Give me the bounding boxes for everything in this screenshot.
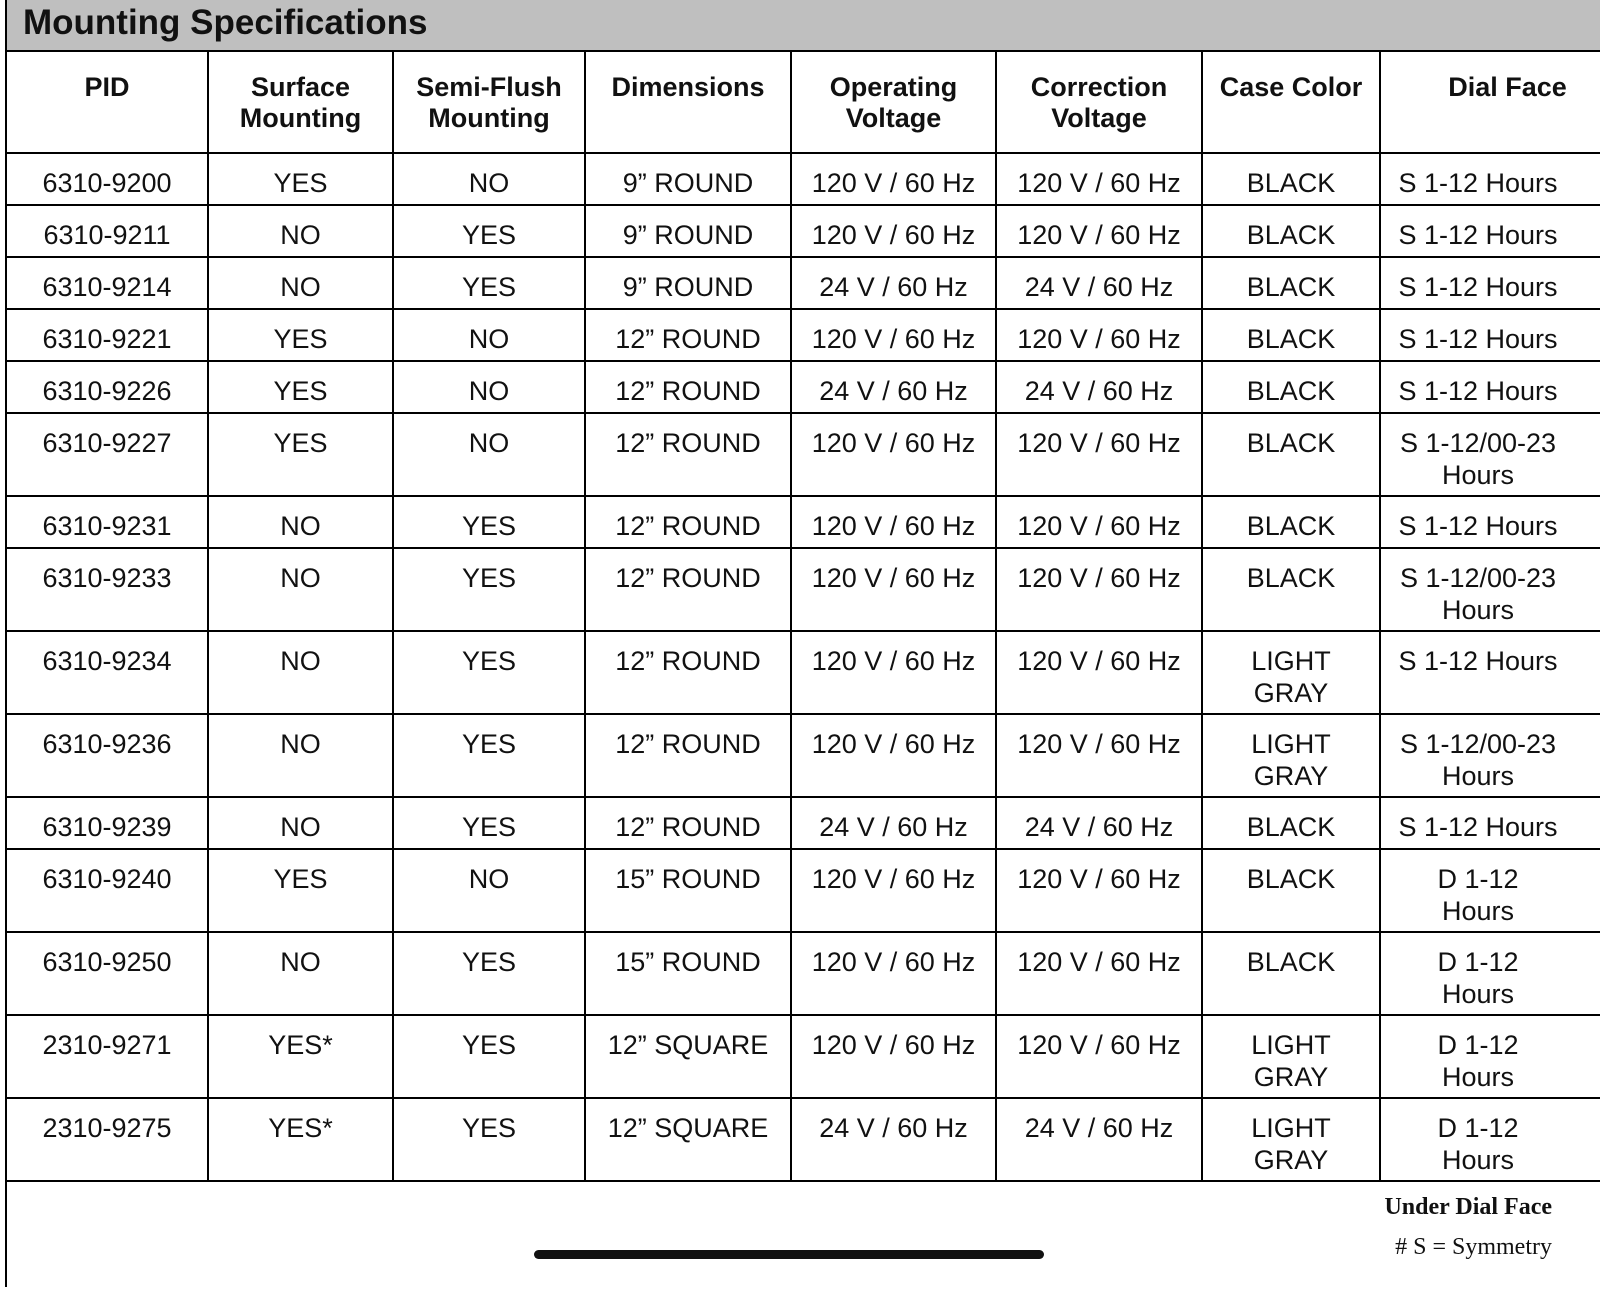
cell-line: S 1-12/00-23 [1399, 563, 1557, 593]
semi-flush-mounting-cell: YES [393, 714, 585, 797]
cell-line: BLACK [1246, 168, 1336, 198]
semi-flush-mounting-cell: YES [393, 1098, 585, 1181]
dial-face-cell [1380, 932, 1600, 1015]
dial-face-text [1395, 863, 1561, 927]
case-color-cell [1202, 631, 1380, 714]
cell-line: BLACK [1246, 812, 1336, 842]
case-color-cell [1202, 1098, 1380, 1181]
cell-line: Hours [1441, 761, 1515, 791]
semi-flush-mounting-cell: NO [393, 849, 585, 932]
pid-cell: 6310-9221 [7, 309, 208, 361]
cell-line: Hours [1441, 595, 1515, 625]
dimensions-cell: 12” ROUND [585, 309, 791, 361]
pid-cell: 6310-9240 [7, 849, 208, 932]
dial-face-text [1395, 219, 1561, 251]
semi-flush-mounting-cell: NO [393, 153, 585, 205]
operating-voltage-cell: 120 V / 60 Hz [791, 714, 996, 797]
table-row [7, 413, 1600, 496]
semi-flush-mounting-cell: YES [393, 205, 585, 257]
table-row [7, 1015, 1600, 1098]
dial-face-cell [1380, 1098, 1600, 1181]
cell-line: S 1-12/00-23 [1399, 428, 1557, 458]
correction-voltage-cell: 120 V / 60 Hz [996, 309, 1202, 361]
surface-mounting-cell: YES* [208, 1015, 393, 1098]
cell-line: S 1-12 Hours [1398, 272, 1558, 302]
dial-face-text [1395, 811, 1561, 843]
semi-flush-mounting-cell: YES [393, 1015, 585, 1098]
correction-voltage-cell: 120 V / 60 Hz [996, 932, 1202, 1015]
cell-line: Hours [1441, 1145, 1515, 1175]
operating-voltage-cell: 120 V / 60 Hz [791, 548, 996, 631]
table-footer [7, 1182, 1600, 1297]
cell-line: D 1-12 [1437, 947, 1519, 977]
cell-line: LIGHT [1251, 1113, 1331, 1143]
surface-mounting-cell: YES [208, 361, 393, 413]
cell-line: S 1-12 Hours [1398, 511, 1558, 541]
dial-face-cell [1380, 257, 1600, 309]
surface-mounting-cell: NO [208, 714, 393, 797]
dial-face-text [1395, 375, 1561, 407]
dial-face-cell [1380, 361, 1600, 413]
table-row [7, 205, 1600, 257]
case-color-cell [1202, 309, 1380, 361]
correction-voltage-cell: 120 V / 60 Hz [996, 548, 1202, 631]
column-header-line: Correction [1030, 72, 1168, 102]
dial-face-text [1395, 167, 1561, 199]
operating-voltage-cell: 120 V / 60 Hz [791, 631, 996, 714]
cell-line: BLACK [1246, 272, 1336, 302]
cell-line: LIGHT [1251, 729, 1331, 759]
cell-line: BLACK [1246, 563, 1336, 593]
case-color-cell [1202, 257, 1380, 309]
pid-cell: 2310-9271 [7, 1015, 208, 1098]
semi-flush-mounting-cell: YES [393, 932, 585, 1015]
correction-voltage-cell: 24 V / 60 Hz [996, 361, 1202, 413]
case-color-cell [1202, 205, 1380, 257]
cell-line: LIGHT [1251, 1030, 1331, 1060]
cell-line: S 1-12 Hours [1398, 168, 1558, 198]
dial-face-cell [1380, 631, 1600, 714]
operating-voltage-cell: 120 V / 60 Hz [791, 849, 996, 932]
cell-line: S 1-12 Hours [1398, 376, 1558, 406]
case-color-cell [1202, 1015, 1380, 1098]
column-header-line: Case Color [1219, 72, 1363, 102]
column-header-surface-mounting [208, 52, 393, 153]
table-row [7, 309, 1600, 361]
correction-voltage-cell: 24 V / 60 Hz [996, 257, 1202, 309]
dimensions-cell: 12” ROUND [585, 413, 791, 496]
semi-flush-mounting-cell: YES [393, 548, 585, 631]
correction-voltage-cell: 120 V / 60 Hz [996, 631, 1202, 714]
pid-cell: 6310-9231 [7, 496, 208, 548]
dial-face-text [1395, 271, 1561, 303]
pid-cell: 6310-9227 [7, 413, 208, 496]
dial-face-text [1395, 946, 1561, 1010]
case-color-cell [1202, 714, 1380, 797]
operating-voltage-cell: 24 V / 60 Hz [791, 797, 996, 849]
table-row [7, 1098, 1600, 1181]
pid-cell: 6310-9214 [7, 257, 208, 309]
correction-voltage-cell: 120 V / 60 Hz [996, 205, 1202, 257]
operating-voltage-cell: 120 V / 60 Hz [791, 1015, 996, 1098]
column-header-line: Operating [829, 72, 958, 102]
case-color-cell [1202, 932, 1380, 1015]
dimensions-cell: 12” ROUND [585, 496, 791, 548]
case-color-cell [1202, 849, 1380, 932]
correction-voltage-cell: 24 V / 60 Hz [996, 797, 1202, 849]
dial-face-cell [1380, 797, 1600, 849]
pid-cell: 6310-9250 [7, 932, 208, 1015]
table-row [7, 932, 1600, 1015]
semi-flush-mounting-cell: NO [393, 361, 585, 413]
table-header [7, 52, 1600, 153]
correction-voltage-cell: 120 V / 60 Hz [996, 496, 1202, 548]
correction-voltage-cell: 120 V / 60 Hz [996, 849, 1202, 932]
table-row [7, 548, 1600, 631]
dial-face-cell [1380, 309, 1600, 361]
cell-line: Hours [1441, 460, 1515, 490]
cell-line: BLACK [1246, 376, 1336, 406]
column-header-semi-flush-mounting [393, 52, 585, 153]
correction-voltage-cell: 24 V / 60 Hz [996, 1098, 1202, 1181]
case-color-cell [1202, 797, 1380, 849]
case-color-cell [1202, 361, 1380, 413]
cell-line: GRAY [1253, 1062, 1329, 1092]
operating-voltage-cell: 24 V / 60 Hz [791, 257, 996, 309]
correction-voltage-cell: 120 V / 60 Hz [996, 153, 1202, 205]
table-row [7, 714, 1600, 797]
dimensions-cell: 12” ROUND [585, 631, 791, 714]
operating-voltage-cell: 24 V / 60 Hz [791, 1098, 996, 1181]
column-header-line: Mounting [239, 103, 362, 133]
surface-mounting-cell: YES [208, 309, 393, 361]
cell-line: D 1-12 [1437, 1030, 1519, 1060]
dial-face-cell [1380, 548, 1600, 631]
cell-line: S 1-12 Hours [1398, 220, 1558, 250]
case-color-cell [1202, 548, 1380, 631]
column-header-line: Surface [250, 72, 351, 102]
dial-face-cell [1380, 153, 1600, 205]
cell-line: Hours [1441, 979, 1515, 1009]
dimensions-cell: 12” SQUARE [585, 1015, 791, 1098]
column-header-line: Voltage [1051, 103, 1147, 133]
column-header-case-color [1202, 52, 1380, 153]
table-row [7, 257, 1600, 309]
cell-line: BLACK [1246, 428, 1336, 458]
cell-line: GRAY [1253, 761, 1329, 791]
column-header-pid [7, 52, 208, 153]
table-row [7, 496, 1600, 548]
operating-voltage-cell: 120 V / 60 Hz [791, 932, 996, 1015]
dimensions-cell: 9” ROUND [585, 257, 791, 309]
dial-face-cell [1380, 1015, 1600, 1098]
surface-mounting-cell: YES [208, 849, 393, 932]
column-header-line: Mounting [428, 103, 550, 133]
surface-mounting-cell: NO [208, 496, 393, 548]
pid-cell: 6310-9200 [7, 153, 208, 205]
dial-face-text [1395, 323, 1561, 355]
dimensions-cell: 12” SQUARE [585, 1098, 791, 1181]
pid-cell: 6310-9236 [7, 714, 208, 797]
column-header-correction-voltage [996, 52, 1202, 153]
home-indicator-bar[interactable] [534, 1250, 1044, 1259]
column-header-dial-face [1380, 52, 1600, 153]
cell-line: D 1-12 [1437, 1113, 1519, 1143]
cell-line: D 1-12 [1437, 864, 1519, 894]
correction-voltage-cell: 120 V / 60 Hz [996, 1015, 1202, 1098]
column-header-dimensions [585, 52, 791, 153]
case-color-cell [1202, 496, 1380, 548]
surface-mounting-cell: NO [208, 932, 393, 1015]
table-row [7, 631, 1600, 714]
pid-cell: 6310-9211 [7, 205, 208, 257]
cell-line: S 1-12 Hours [1398, 324, 1558, 354]
page-title: Mounting Specifications [7, 0, 1600, 52]
case-color-cell [1202, 413, 1380, 496]
dial-face-text [1395, 427, 1561, 491]
cell-line: BLACK [1246, 864, 1336, 894]
case-color-cell [1202, 153, 1380, 205]
table-row [7, 361, 1600, 413]
table-row [7, 797, 1600, 849]
dial-face-text [1395, 645, 1561, 677]
spec-sheet [5, 0, 1600, 1287]
dial-face-text [1395, 1112, 1561, 1176]
dimensions-cell: 12” ROUND [585, 548, 791, 631]
legend-title: Under Dial Face [1384, 1194, 1552, 1220]
dimensions-cell: 9” ROUND [585, 205, 791, 257]
surface-mounting-cell: NO [208, 548, 393, 631]
legend-symmetry-note: # S = Symmetry [1395, 1234, 1552, 1260]
cell-line: Hours [1441, 1062, 1515, 1092]
cell-line: BLACK [1246, 947, 1336, 977]
surface-mounting-cell: NO [208, 631, 393, 714]
dimensions-cell: 15” ROUND [585, 849, 791, 932]
semi-flush-mounting-cell: YES [393, 257, 585, 309]
pid-cell: 6310-9233 [7, 548, 208, 631]
cell-line: BLACK [1246, 324, 1336, 354]
cell-line: GRAY [1253, 1145, 1329, 1175]
dial-face-cell [1380, 714, 1600, 797]
table-body [7, 153, 1600, 1181]
pid-cell: 2310-9275 [7, 1098, 208, 1181]
operating-voltage-cell: 120 V / 60 Hz [791, 496, 996, 548]
column-header-line: Dimensions [611, 72, 765, 102]
pid-cell: 6310-9226 [7, 361, 208, 413]
surface-mounting-cell: YES* [208, 1098, 393, 1181]
operating-voltage-cell: 120 V / 60 Hz [791, 153, 996, 205]
surface-mounting-cell: NO [208, 257, 393, 309]
column-header-line: PID [84, 72, 130, 102]
table-row [7, 849, 1600, 932]
cell-line: LIGHT [1251, 646, 1331, 676]
surface-mounting-cell: YES [208, 413, 393, 496]
semi-flush-mounting-cell: YES [393, 496, 585, 548]
header-row [7, 52, 1600, 153]
cell-line: S 1-12/00-23 [1399, 729, 1557, 759]
operating-voltage-cell: 120 V / 60 Hz [791, 309, 996, 361]
cell-line: GRAY [1253, 678, 1329, 708]
cell-line: S 1-12 Hours [1398, 646, 1558, 676]
dimensions-cell: 12” ROUND [585, 797, 791, 849]
semi-flush-mounting-cell: NO [393, 413, 585, 496]
pid-cell: 6310-9234 [7, 631, 208, 714]
dial-face-cell [1380, 496, 1600, 548]
cell-line: Hours [1441, 896, 1515, 926]
operating-voltage-cell: 120 V / 60 Hz [791, 413, 996, 496]
dial-face-text [1395, 510, 1561, 542]
surface-mounting-cell: NO [208, 205, 393, 257]
dimensions-cell: 9” ROUND [585, 153, 791, 205]
dimensions-cell: 12” ROUND [585, 361, 791, 413]
column-header-operating-voltage [791, 52, 996, 153]
correction-voltage-cell: 120 V / 60 Hz [996, 714, 1202, 797]
semi-flush-mounting-cell: YES [393, 797, 585, 849]
dial-face-text [1395, 728, 1561, 792]
dial-face-cell [1380, 413, 1600, 496]
semi-flush-mounting-cell: YES [393, 631, 585, 714]
dial-face-cell [1380, 205, 1600, 257]
operating-voltage-cell: 24 V / 60 Hz [791, 361, 996, 413]
column-header-line: Voltage [845, 103, 942, 133]
dial-face-cell [1380, 849, 1600, 932]
cell-line: S 1-12 Hours [1398, 812, 1558, 842]
dial-face-text [1395, 562, 1561, 626]
cell-line: BLACK [1246, 511, 1336, 541]
column-header-line: Dial Face [1448, 72, 1567, 102]
mounting-spec-table [7, 52, 1600, 1182]
operating-voltage-cell: 120 V / 60 Hz [791, 205, 996, 257]
surface-mounting-cell: NO [208, 797, 393, 849]
cell-line: BLACK [1246, 220, 1336, 250]
semi-flush-mounting-cell: NO [393, 309, 585, 361]
dimensions-cell: 12” ROUND [585, 714, 791, 797]
table-row [7, 153, 1600, 205]
dial-face-text [1395, 1029, 1561, 1093]
surface-mounting-cell: YES [208, 153, 393, 205]
dimensions-cell: 15” ROUND [585, 932, 791, 1015]
pid-cell: 6310-9239 [7, 797, 208, 849]
column-header-line: Semi-Flush [416, 72, 562, 102]
correction-voltage-cell: 120 V / 60 Hz [996, 413, 1202, 496]
